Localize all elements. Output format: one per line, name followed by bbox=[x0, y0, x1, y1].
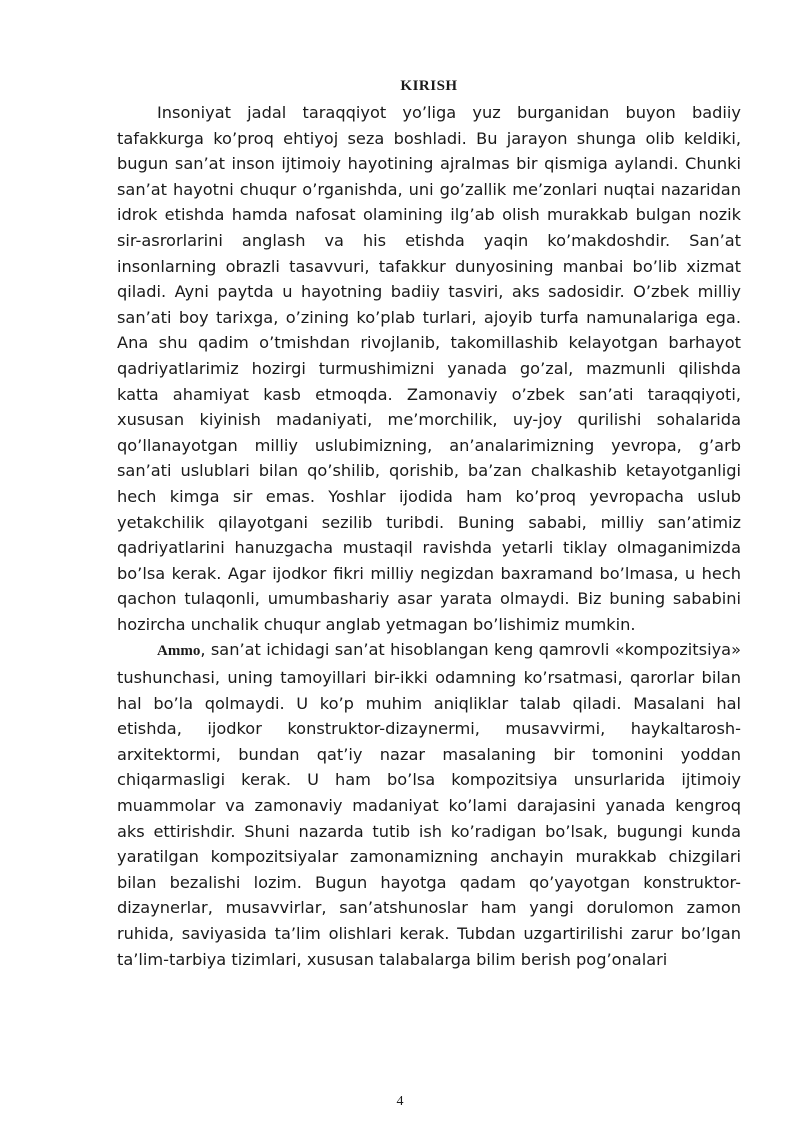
paragraph-lead-word: Ammo bbox=[157, 643, 201, 660]
paragraph-body: , san’at ichidagi san’at hisoblangan keng qamrovli «kompozitsiya» tushunchasi, uning tamoyillari bir-ikki odamning ko’rsatmasi, qarorlar bilan hal bo’la qolmaydi. U ko’p muhim aniqliklar talab qiladi. Masalani hal etishda, ijodkor konstruktor-dizaynermi, musavvirmi, haykaltarosh- arxitektormi, bundan qat’iy nazar masalaning bir tomonini yoddan chiqarmasligi kerak. U ham bo’lsa kompozitsiya unsurlarida ijtimoiy muammolar va zamonaviy madaniyat ko’lami darajasini yanada kengroq aks ettirishdir. Shuni nazarda tutib ish ko’radigan bo’lsak, bugungi kunda yaratilgan kompozitsiyalar zamonamizning anchayin murakkab chizgilari bilan bezalishi lozim. Bugun hayotga qadam qo’yayotgan konstruktor-dizaynerlar, musavvirlar, san’atshunoslar ham yangi dorulomon zamon ruhida, saviyasida ta’lim olishlari kerak. Tubdan uzgartirilishi zarur bo’lgan ta’lim-tarbiya tizimlari, xususan talabalarga bilim berish pog’onalari bbox=[117, 640, 741, 969]
paragraph-composition bbox=[117, 637, 741, 972]
section-heading: KIRISH bbox=[400, 78, 458, 94]
page-number: 4 bbox=[396, 1094, 404, 1109]
paragraph-intro: Insoniyat jadal taraqqiyot yo’liga yuz burganidan buyon badiiy tafakkurga ko’proq ehtiyoj seza boshladi. Bu jarayon shunga olib keldiki, bugun san’at inson ijtimoiy hayotining ajralmas bir qismiga aylandi. Chunki san’at hayotni chuqur o’rganishda, uni go’zallik me’zonlari nuqtai nazaridan idrok etishda hamda nafosat olamining ilg’ab olish murakkab bulgan nozik sir-asrorlarini anglash va his etishda yaqin ko’makdoshdir. San’at insonlarning obrazli tasavvuri, tafakkur dunyosining manbai bo’lib xizmat qiladi. Ayni paytda u hayotning badiiy tasviri, aks sadosidir. O’zbek milliy san’ati boy tarixga, o’zining ko’plab turlari, ajoyib turfa namunalariga ega. Ana shu qadim o’tmishdan rivojlanib, takomillashib kelayotgan barhayot qadriyatlarimiz hozirgi turmushimizni yanada go’zal, mazmunli qilishda katta ahamiyat kasb etmoqda. Zamonaviy o’zbek san’ati taraqqiyoti, xususan kiyinish madaniyati, me’morchilik, uy-joy qurilishi sohalarida qo’llanayotgan milliy uslubimizning, an’analarimizning yevropa, g’arb san’ati uslublari bilan qo’shilib, qorishib, ba’zan chalkashib ketayotganligi hech kimga sir emas. Yoshlar ijodida ham ko’proq yevropacha uslub yetakchilik qilayotgani sezilib turibdi. Buning sababi, milliy san’atimiz qadriyatlarini hanuzgacha mustaqil ravishda yetarli tiklay olmaganimizda bo’lsa kerak. Agar ijodkor fikri milliy negizdan baxramand bo’lmasa, u hech qachon tulaqonli, umumbashariy asar yarata olmaydi. Biz buning sababini hozircha unchalik chuqur anglab yetmagan bo’lishimiz mumkin. bbox=[117, 103, 741, 634]
document-page bbox=[117, 76, 741, 972]
